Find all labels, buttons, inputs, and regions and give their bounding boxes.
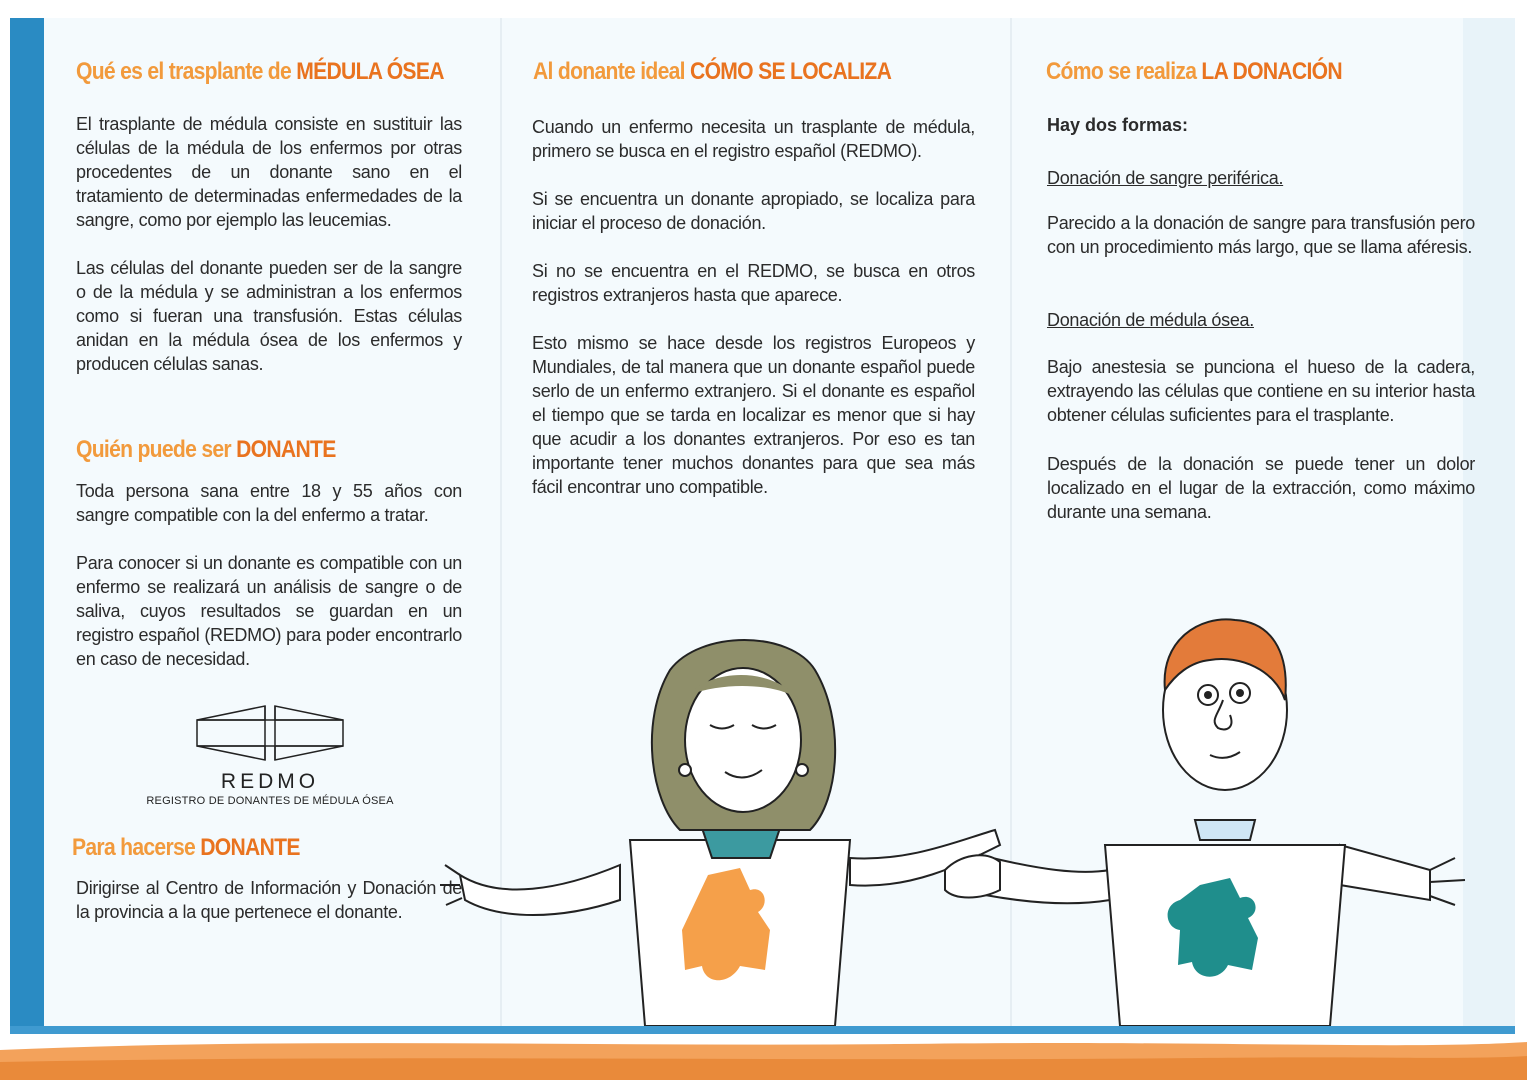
donors-holding-hands-illustration [440, 600, 1500, 1026]
heading-quien-puede-ser-donante: Quién puede ser DONANTE [76, 436, 336, 463]
paragraph-compatibilidad: Para conocer si un donante es compatible con un enfermo se realizará un análisis de sangre o de saliva, cuyos resultados se guardan en un registro español (REDMO) para poder encontrarlo en caso de necesidad. [76, 553, 462, 669]
subheading-sangre-periferica: Donación de sangre periférica. [1047, 168, 1284, 188]
heading-que-es-trasplante: Qué es el trasplante de MÉDULA ÓSEA [76, 58, 444, 85]
paragraph-registros-mundiales: Esto mismo se hace desde los registros Europeos y Mundiales, de tal manera que un donante español puede serlo de un enfermo extranjero. Si el donante es español el tiempo que se tarda en localizar es menor que si hay que acudir a los donantes extranjeros. Por eso es tan importante tener muchos donantes para que sea más fácil encontrar uno compatible. [532, 333, 975, 497]
paragraph-busqueda-registro: Cuando un enfermo necesita un trasplante de médula, primero se busca en el registro español (REDMO). [532, 117, 975, 161]
paragraph-definicion: El trasplante de médula consiste en sustituir las células de la médula de los enfermos por otras procedentes de un donante sano en el tratamiento de determinadas enfermedades de la sangre, como por ejemplo las leucemias. [76, 114, 462, 230]
left-blue-bar [10, 18, 44, 1028]
heading-para-hacerse-donante: Para hacerse DONANTE [72, 834, 300, 861]
bottom-orange-wave [0, 1032, 1527, 1080]
paragraph-requisitos: Toda persona sana entre 18 y 55 años con sangre compatible con la del enfermo a tratar. [76, 481, 462, 525]
paragraph-registros-extranjeros: Si no se encuentra en el REDMO, se busca en otros registros extranjeros hasta que aparece. [532, 261, 975, 305]
woman-figure [440, 640, 1000, 1026]
logo-subtitle: REGISTRO DE DONANTES DE MÉDULA ÓSEA [146, 795, 394, 807]
paragraph-dolor-posterior: Después de la donación se puede tener un dolor localizado en el lugar de la extracción, como máximo durante una semana. [1047, 454, 1475, 522]
paragraph-aferesis: Parecido a la donación de sangre para transfusión pero con un procedimiento más largo, que se llama aféresis. [1047, 213, 1475, 257]
heading-como-se-localiza: Al donante ideal CÓMO SE LOCALIZA [533, 58, 892, 85]
man-figure [945, 619, 1465, 1026]
redmo-emblem-icon [145, 698, 395, 768]
logo-name: REDMO [220, 770, 320, 793]
intro-dos-formas: Hay dos formas: [1047, 115, 1189, 135]
heading-como-se-realiza: Cómo se realiza LA DONACIÓN [1046, 58, 1342, 85]
paragraph-puncion-cadera: Bajo anestesia se punciona el hueso de la cadera, extrayendo las células que contiene en su interior hasta obtener células suficientes para el trasplante. [1047, 357, 1475, 425]
redmo-logo [145, 698, 395, 807]
paragraph-celulas-donante: Las células del donante pueden ser de la sangre o de la médula y se administran a los enfermos como si fueran una transfusión. Estas células anidan en la médula ósea de los enfermos y producen células sanas. [76, 258, 462, 374]
subheading-medula-osea: Donación de médula ósea. [1047, 310, 1254, 330]
paragraph-donante-apropiado: Si se encuentra un donante apropiado, se localiza para iniciar el proceso de donación. [532, 189, 975, 233]
paragraph-donde-dirigirse: Dirigirse al Centro de Información y Donación de la provincia a la que pertenece el donante. [76, 878, 462, 922]
